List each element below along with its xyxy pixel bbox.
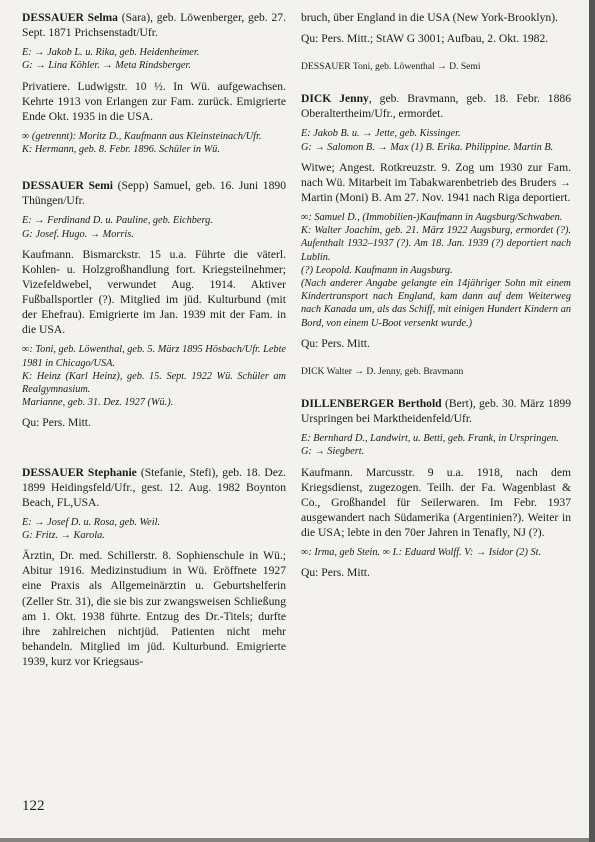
entry-heading-rest: (Stefanie, Stefi), geb. 18. Dez. 1899 Heidingsfeld/Ufr., gest. 12. Aug. 1982 Boynton Beach, FL,USA. [22,465,286,509]
entry-children: K: Heinz (Karl Heinz), geb. 15. Sept. 1922 Wü. Schüler am Realgymnasium. [22,370,286,396]
entry-siblings: G: → Salomon B. → Max (1) B. Erika. Philippine. Martin B. [301,141,554,153]
entry-name: DILLENBERGER Berthold [301,396,442,410]
cross-reference: DICK Walter → D. Jenny, geb. Bravmann [301,365,464,377]
entry-marriage: ∞: Irma, geb Stein. ∞ I.: Eduard Wolff. V: → Isidor (2) St. [301,547,542,559]
entry-marriage: ∞ (getrennt): Moritz D., Kaufmann aus Kleinsteinach/Ufr. [22,130,262,142]
entry-name: DESSAUER Stephanie [22,465,137,479]
entry-children-2: (?) Leopold. Kaufmann in Augsburg. [301,264,453,276]
entry-semi-dessauer [22,178,286,430]
scan-edge-right [589,0,595,842]
entry-sources: Qu: Pers. Mitt. [22,416,91,430]
entry-sources: Qu: Pers. Mitt. [301,566,370,580]
entry-name: DICK Jenny [301,92,369,106]
entry-siblings: G: Fritz. → Karola. [22,530,105,542]
entry-stephanie-dessauer [22,465,286,669]
entry-children-2: Marianne, geb. 31. Dez. 1927 (Wü.). [22,397,174,409]
entry-selma-dessauer [22,10,286,156]
left-column [22,10,286,691]
entry-body: Ärztin, Dr. med. Schillerstr. 8. Sophienschule in Wü.; Abitur 1916. Medizinstudium in Wü. Eröffnete 1927 eine Praxis als Allgemeinärztin u. Geburtshelferin (Zeller Str. 31), die sie bis zur zwangsweisen Schließung am 1. Okt. 1938 führte. Entzug des Dr.-Titels; durfte ihre zahlreichen nichtjüd. Patienten nicht mehr behandeln. Mitglied im jüd. Kulturbund. Emigrierte 1939, kurz vor Kriegsaus- [22,549,286,668]
entry-body-continued: bruch, über England in die USA (New York-Brooklyn). [301,11,558,24]
entry-body: Witwe; Angest. Rotkreuzstr. 9. Zog um 1930 zur Fam. nach Wü. Mitarbeit im Tabakwarenbetrieb des Bruders → Martin (Moni) B. Am 27. Nov. 1941 nach Riga deportiert. [301,160,571,204]
entry-heading [22,465,286,510]
entry-parents: E: → Jakob L. u. Rika, geb. Heidenheimer. [22,47,200,59]
entry-sources: Qu: Pers. Mitt. [301,336,370,350]
entry-heading [22,178,286,208]
entry-sources: Qu: Pers. Mitt.; StAW G 3001; Aufbau, 2. Okt. 1982. [301,32,549,46]
entry-siblings: G: Josef. Hugo. → Morris. [22,228,134,240]
entry-body: Kaufmann. Marcusstr. 9 u.a. 1918, nach dem Kriegsdienst, zugezogen. Teilh. der Fa. Wagenblast & Co., Großhandel für Seilerwaren. Im Febr. 1937 ausgewandert nach Südamerika (Argentinien?). Weiter in die USA; lebte in den 70er Jahren in Tenafly, NJ (?). [301,465,571,539]
entry-children: K: Hermann, geb. 8. Febr. 1896. Schüler in Wü. [22,144,220,156]
entry-jenny-dick [301,91,571,351]
cross-reference: DESSAUER Toni, geb. Löwenthal → D. Semi [301,61,481,73]
entry-body: Kaufmann. Bismarckstr. 15 u.a. Führte die väterl. Kohlen- u. Holzgroßhandlung fort. Kriegsteilnehmer; Vizefeldwebel, verwundet Aug. 1914. Aktiver Fußballsportler (?). Mitglied im jüd. Kulturbund (mit der Ehefrau). Emigrierte im Jan. 1939 mit der Fam. in die USA. [22,247,286,337]
entry-siblings: G: → Lina Köhler. → Meta Rindsberger. [22,60,191,72]
entry-berthold-dillenberger [301,396,571,580]
entry-name: DESSAUER Selma [22,11,118,24]
entry-marriage: ∞: Toni, geb. Löwenthal, geb. 5. März 1895 Hösbach/Ufr. Lebte 1981 in Chicago/USA. [22,344,286,369]
entry-marriage: ∞: Samuel D., (Immobilien-)Kaufmann in Augsburg/Schwaben. [301,212,563,224]
entry-parents: E: Jakob B. u. → Jette, geb. Kissinger. [301,128,461,140]
entry-heading-rest: (Sepp) Samuel, geb. 16. Juni 1890 Thüngen/Ufr. [22,179,286,208]
entry-heading [301,396,571,426]
entry-heading [301,91,571,121]
entry-name: DESSAUER Semi [22,179,113,193]
entry-heading-rest: , geb. Bravmann, geb. 18. Febr. 1886 Oberaltertheim/Ufr., ermordet. [301,92,571,121]
entry-heading [22,10,286,40]
page-number: 122 [22,798,45,814]
entry-heading-rest: (Sara), geb. Löwenberger, geb. 27. Sept. 1871 Prichsenstadt/Ufr. [22,11,286,40]
entry-parents: E: → Ferdinand D. u. Pauline, geb. Eichberg. [22,215,213,227]
entry-note: (Nach anderer Angabe gelangte ein 14jähriger Sohn mit einem Kindertransport nach England, kam dann auf dem Weiterweg nach Kanada um, als das Schiff, mit einigen Hundert Kindern an Bord, von einem U-Boot versenkt wurde.) [301,278,571,329]
scan-edge-bottom [0,838,595,842]
entry-body: Privatiere. Ludwigstr. 10 ½. In Wü. aufgewachsen. Kehrte 1913 von Erlangen zur Fam. zurück. Emigrierte Ende Okt. 1935 in die USA. [22,79,286,123]
right-column [301,10,571,602]
entry-parents: E: Bernhard D., Landwirt, u. Betti, geb. Frank, in Urspringen. [301,433,559,445]
entry-parents: E: → Josef D. u. Rosa, geb. Weil. [22,516,161,528]
entry-children: K: Walter Joachim, geb. 21. März 1922 Augsburg, ermordet (?). Aufenthalt 1932–1937 (?). Am 18. Jan. 1939 (?) deportiert nach Lublin. [301,225,571,263]
entry-siblings: G: → Siegbert. [301,446,365,458]
entry-heading-rest: (Bert), geb. 30. März 1899 Urspringen bei Marktheidenfeld/Ufr. [301,396,571,426]
